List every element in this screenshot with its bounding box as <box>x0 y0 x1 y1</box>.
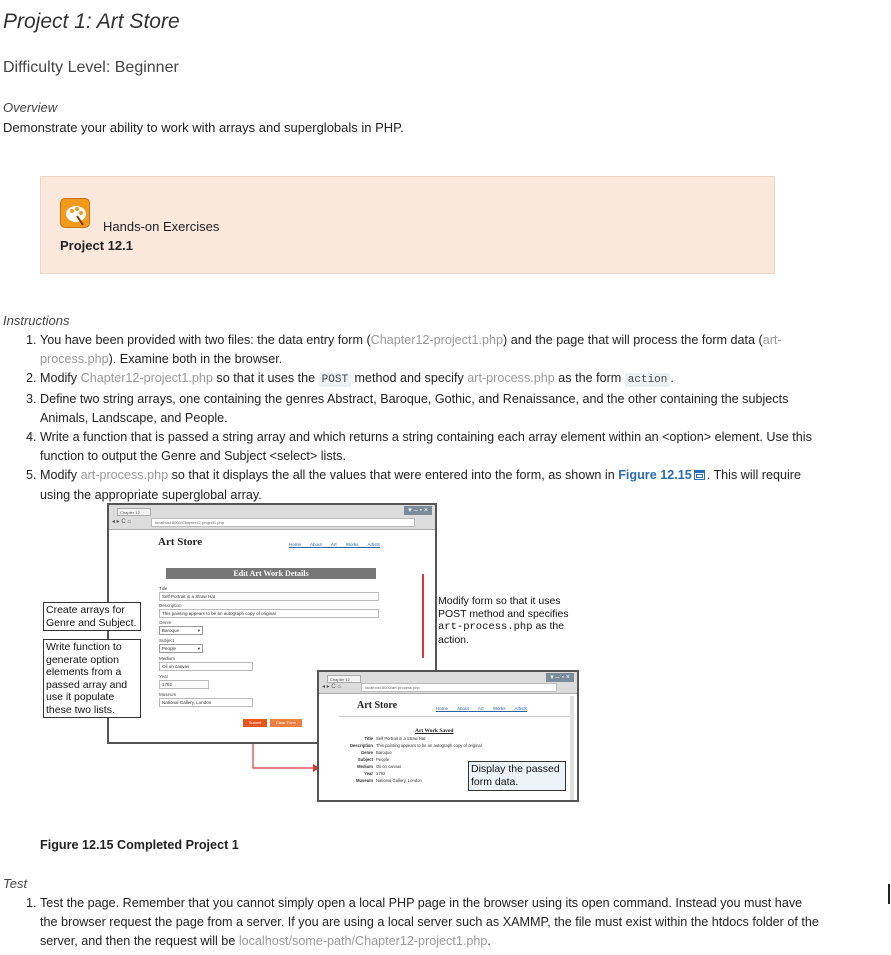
text: ). Examine both in the browser. <box>108 352 283 366</box>
exercise-project-number: Project 12.1 <box>60 238 133 253</box>
label-medium: Medium <box>159 656 176 661</box>
year-field: 1782 <box>159 680 209 689</box>
store-nav <box>436 706 527 711</box>
scrollbar-thumb[interactable] <box>888 884 890 904</box>
callout-modify-form <box>438 595 580 646</box>
nav-home: Home <box>436 706 449 711</box>
value: Self Portrait in a Straw Hat <box>376 736 426 741</box>
file-link-localhost-path[interactable]: localhost/some-path/Chapter12-project1.php <box>238 934 488 948</box>
genre-value: Baroque <box>162 628 180 633</box>
chevron-down-icon: ▾ <box>197 628 200 633</box>
hands-on-exercise-box <box>40 176 775 274</box>
nav-about: About <box>457 706 469 711</box>
label: Title <box>364 736 373 741</box>
label: Medium <box>357 764 373 769</box>
code-post: POST <box>319 373 351 387</box>
browser-nav-icons: ◂ ▸ C ⌂ <box>322 684 341 690</box>
description-field: This painting appears to be an autograph copy of original <box>159 609 379 618</box>
browser-toolbar <box>319 672 577 694</box>
instruction-step-1 <box>40 331 823 369</box>
browser-nav-icons: ◂ ▸ C ⌂ <box>112 519 131 525</box>
text: . <box>670 371 674 385</box>
saved-row-description <box>343 743 482 748</box>
text: You have been provided with two files: the data entry form ( <box>40 333 371 347</box>
store-title: Art Store <box>357 700 398 711</box>
flow-arrow-icon <box>241 744 321 774</box>
value: People <box>376 757 390 762</box>
chevron-down-icon: ▾ <box>197 646 200 651</box>
label: Museum <box>356 778 373 783</box>
open-external-icon[interactable] <box>694 467 705 486</box>
test-heading: Test <box>3 876 28 891</box>
file-link-chapter12-project1[interactable]: Chapter12-project1.php <box>80 371 213 385</box>
text: so that it displays the all the values that were entered into the form, as shown in <box>168 468 619 482</box>
genre-select <box>159 626 203 635</box>
art-work-saved-heading: Art Work Saved <box>415 728 454 734</box>
hands-on-label: Hands-on Exercises <box>103 219 220 234</box>
scrollbar <box>570 696 574 800</box>
title-field: Self Portrait in a Straw Hat <box>159 592 379 601</box>
test-steps <box>3 894 823 951</box>
instruction-step-2 <box>40 369 823 390</box>
saved-row-title <box>343 736 425 741</box>
saved-row-genre <box>343 750 392 755</box>
overview-heading: Overview <box>3 100 58 115</box>
clear-form-button: Clear Form <box>270 719 302 727</box>
file-link-chapter12-project1[interactable]: Chapter12-project1.php <box>370 333 503 347</box>
label-title: Title <box>159 586 168 591</box>
file-link-art-process[interactable]: art-process.php <box>467 371 555 385</box>
value: This painting appears to be an autograph copy of original <box>376 743 482 748</box>
browser-url-bar: localhost:8000/Chapter12-project1.php <box>151 518 415 527</box>
instruction-step-4: 4. Write a function that is passed a string array and which returns a string containing each array element within an <option> element. Use this function to output the Genre and Subject <select> lists. <box>40 428 823 466</box>
callout-create-arrays: Create arrays for Genre and Subject. <box>43 602 141 631</box>
saved-row-medium <box>343 764 401 769</box>
difficulty-level: Difficulty Level: Beginner <box>3 59 179 76</box>
nav-artworks: Art Works <box>477 706 506 711</box>
form-panel-header: Edit Art Work Details <box>166 568 376 579</box>
window-controls: ▾ – ▫ × <box>546 673 574 682</box>
nav-artists: Artists <box>514 706 528 711</box>
subject-value: People <box>162 646 177 651</box>
label: Description <box>349 743 373 748</box>
museum-field: National Gallery, London <box>159 698 253 707</box>
nav-artworks: Art Works <box>330 542 359 547</box>
callout-write-function: Write function to generate option elements from a passed array and use it populate these two lists. <box>43 639 141 718</box>
file-link-art-process[interactable]: art-process.php <box>80 468 169 482</box>
submit-button: Submit <box>243 719 267 727</box>
figure-12-15 <box>41 503 581 803</box>
instruction-step-5 <box>40 466 823 505</box>
instructions-heading: Instructions <box>3 313 70 328</box>
store-nav <box>289 542 380 547</box>
text: method and specify <box>351 371 468 385</box>
value: Oil on canvas <box>376 764 402 769</box>
figure-link[interactable]: Figure 12.15 <box>618 468 692 482</box>
value: National Gallery, London <box>376 778 422 783</box>
text: Test the page. Remember that you cannot simply open a local PHP page in the browser using its open command. Instead you must have the browser request the page from a server. If you are using a local server such as XAMMP, the file must exist within the htdocs folder of the server, and then the request will be <box>40 896 819 948</box>
callout-display-form-data: Display the passed form data. <box>468 761 566 791</box>
text: so that it uses the <box>212 371 319 385</box>
label-description: Description <box>159 603 182 608</box>
label: Year <box>364 771 373 776</box>
saved-row-year <box>343 771 385 776</box>
nav-home: Home <box>289 542 302 547</box>
label-year: Year <box>159 674 169 679</box>
text: as the action. <box>438 620 565 646</box>
label: Subject <box>357 757 373 762</box>
code-action: action <box>625 373 671 387</box>
subject-select <box>159 644 203 653</box>
nav-artists: Artists <box>367 542 381 547</box>
text: Modify <box>40 371 81 385</box>
file-link-art-process[interactable]: art-process.php <box>40 333 782 366</box>
nav-about: About <box>310 542 322 547</box>
instruction-step-3: 3. Define two string arrays, one containing the genres Abstract, Baroque, Gothic, and Renaissance, and the other containing the subjects Animals, Landscape, and People. <box>40 390 823 428</box>
browser-tab: Chapter 12 <box>327 675 361 683</box>
window-controls: ▾ – ▫ × <box>404 506 432 515</box>
divider <box>339 716 571 717</box>
text: . <box>487 934 491 948</box>
callout-rule <box>422 574 424 658</box>
store-title: Art Store <box>158 536 203 548</box>
browser-toolbar <box>109 505 435 530</box>
saved-row-subject <box>343 757 389 762</box>
text: Modify <box>40 468 81 482</box>
hands-on-palette-icon <box>60 198 90 228</box>
text: as the form <box>554 371 625 385</box>
text: ) and the page that will process the form data ( <box>503 333 763 347</box>
label-museum: Museum <box>159 692 177 697</box>
page-title: Project 1: Art Store <box>3 10 180 33</box>
medium-field: Oil on canvas <box>159 662 253 671</box>
value: Baroque <box>376 750 392 755</box>
text: Modify form so that it uses POST method and specifies <box>438 595 569 620</box>
label-subject: Subject <box>159 638 175 643</box>
overview-text: Demonstrate your ability to work with arrays and superglobals in PHP. <box>3 120 404 135</box>
browser-tab: Chapter 12 <box>117 508 151 516</box>
label: Genre <box>360 750 373 755</box>
test-step-1 <box>40 894 823 951</box>
saved-row-museum <box>343 778 422 783</box>
figure-caption: Figure 12.15 Completed Project 1 <box>40 838 239 852</box>
text: . This will require using the appropriate superglobal array. <box>40 468 801 502</box>
label-genre: Genre <box>159 620 172 625</box>
value: 1782 <box>376 771 386 776</box>
instruction-steps <box>3 331 823 505</box>
browser-url-bar: localhost:8000/art-process.php <box>361 683 557 692</box>
code-art-process: art-process.php <box>438 621 533 633</box>
